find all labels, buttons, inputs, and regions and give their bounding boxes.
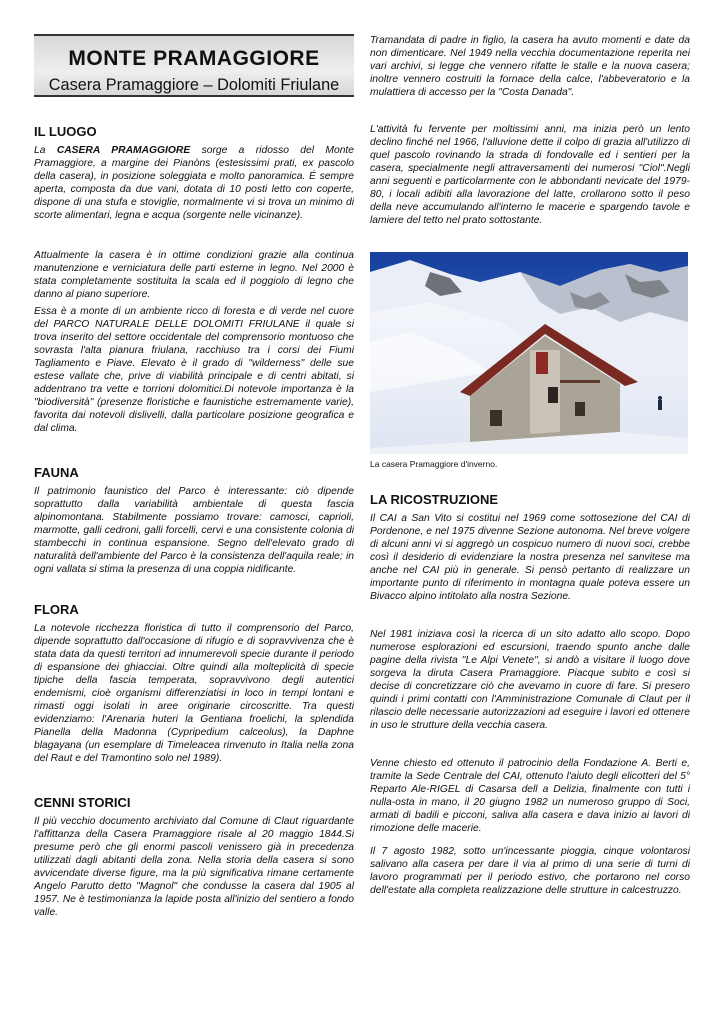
paragraph-ricostruzione-2: Nel 1981 iniziava così la ricerca di un sito adatto allo scopo. Dopo numerose esplorazioni ed escursioni, traendo spunto anche dalle pagine della rivista "Le Alpi Venete", si andò a visitare il luogo dove sorgeva la diruta Casera Pramaggiore. Piacque subito e così si decise di concretizzare ciò che avevamo in cuore di fare. Si presero quindi i primi contatti con l'Amministrazione Comunale di Claut per il rilascio delle necessarie autorizzazioni ad eseguire i lavori ed ottenere in uso le strutture della vecchia casera. bbox=[370, 629, 690, 731]
paragraph-ricostruzione-1: Il CAI a San Vito si costitui nel 1969 come sottosezione del CAI di Pordenone, e nel 1975 divenne Sezione autonoma. Nel breve volgere di alcuni anni vi si aggregò un cospicuo numero di nuovi soci, crebbe così il desiderio di evidenziare la nostra presenza nel sanvitese ma anche nel CAI più in generale. Si pensò pertanto di realizzare un importante punto di riferimento in montagna quale poteva essere un Bivacco alpino intitolato alla nostra Sezione. bbox=[370, 513, 690, 602]
paragraph-luogo-2: Attualmente la casera è in ottime condizioni grazie alla continua manutenzione e verniciatura delle parti esterne in legno. Nel 2000 è stata completamente sostituita la scala ed il poggiolo di legno che danno al piano superiore. bbox=[34, 250, 354, 300]
paragraph-storici-3: L'attività fu fervente per moltissimi anni, ma inizia però un lento declino finché nel 1966, l'alluvione dette il colpo di grazia all'utilizzo di quel pascolo rovinando la strada di fondovalle ed i sentieri per la casera, specialmente negli attraversamenti dei numerosi "Ciol".Negli anni seguenti e particolarmente con le abbondanti nevicate del 1979-80, i locali adibiti alla lavorazione del latte, crollarono sotto il peso della neve accumulando all'interno le macerie e spargendo tavole e lamiere del tetto nel prato sottostante. bbox=[370, 124, 690, 226]
heading-fauna: FAUNA bbox=[34, 465, 79, 480]
photo-casera-winter bbox=[370, 252, 688, 454]
paragraph-luogo-3: Essa è a monte di un ambiente ricco di foresta e di verde nel cuore del PARCO NATURALE DELLE DOLOMITI FRIULANE il quale si trova inserito del settore occidentale del comprensorio montuoso che sovrasta l'alta pianura friulana, racchiuso tra i corsi dei Fiumi Tagliamento e Piave. Elevato è il grado di "wilderness" delle sue estese vallate che, prive di viabilità principale e di centri abitati, si addentrano tra vette e torrioni dolomitici.Di notevole importanza è la "biodiversità" (presenze floristiche e faunistiche estremamente varie), favorita dai notevoli dislivelli, dalla particolare posizione geografica e dal clima. bbox=[34, 306, 354, 434]
heading-il-luogo: IL LUOGO bbox=[34, 124, 97, 139]
paragraph-ricostruzione-3: Venne chiesto ed ottenuto il patrocinio della Fondazione A. Berti e, tramite la Sede Centrale del CAI, ottenuto l'aiuto degli elicotteri del 5° Reparto Ale-RIGEL di Casarsa dell a Delizia, finalmente con tutti i nulla-osta in mano, il 20 giugno 1982 un numeroso gruppo di Soci, armati di badili e picconi, saliva alla casera e dava inizio ai lavori di rimozione delle macerie. bbox=[370, 758, 690, 834]
page-subtitle: Casera Pramaggiore – Dolomiti Friulane bbox=[48, 76, 340, 94]
paragraph-fauna: Il patrimonio faunistico del Parco è interessante: ciò dipende soprattutto dalla variabilità ambientale di questa fascia alpinomontana. Stabilmente possiamo trovare: camosci, caprioli, marmotte, galli cedroni, galli forcelli, cervi e una consistente colonia di stambecchi in continua espansione. Segno dell'elevato grado di naturalità dell'ambiente del Parco è la consistenza dell'aquila reale; in ogni vallata si stima la presenza di una coppia nidificante. bbox=[34, 486, 354, 575]
title-banner bbox=[34, 34, 354, 97]
paragraph-storici-1: Il più vecchio documento archiviato dal Comune di Claut riguardante l'affittanza della Casera Pramaggiore risale al 20 maggio 1844.Si presume però che gli enormi pascoli venissero già in precedenza utilizzati dagli abitanti della zona. Nella storia della casera si sono avvicendate diverse figure, ma la più significativa rimane certamente Angelo Parutto detto "Magnol" che condusse la casera dal 1905 al 1957. Ne è testimonianza la lapide posta all'inizio del sentiero a fondo valle. bbox=[34, 816, 354, 918]
paragraph-luogo-1: La CASERA PRAMAGGIORE sorge a ridosso del Monte Pramaggiore, a margine dei Pianòns (estesissimi prati, ex pascolo della casera), in posizione soleggiata e molto panoramica. É sempre aperta, composta da due vani, dotata di 10 posti letto con coperte, dispone di una stufa e stoviglie, normalmente vi si trova un minimo di scorte alimentari, legna e acqua (sorgente nelle vicinanze). bbox=[34, 145, 355, 221]
casera-name-bold: CASERA PRAMAGGIORE bbox=[56, 145, 191, 156]
paragraph-ricostruzione-4: Il 7 agosto 1982, sotto un'incessante pioggia, cinque volontarosi salivano alla casera per dare il via al primo di una serie di turni di lavoro programmati per il periodo estivo, che portarono nel corso dell'estate alla completa realizzazione delle strutture in calcestruzzo. bbox=[370, 846, 690, 896]
page-title: MONTE PRAMAGGIORE bbox=[68, 47, 320, 70]
paragraph-flora: La notevole ricchezza floristica di tutto il comprensorio del Parco, dipende soprattutto dall'occasione di rifugio e di sopravvivenza che è stata data da questi territori ad innumerevoli specie durante il periodo di espansione dei ghiacciai. Oltre quindi alla molteplicità di specie tipiche della fascia temperata, sopravvivono degli autentici endemismi, cioè organismi differenziatisi in loco in tempi lontani e rimasti oggi isolati in aree originarie circoscritte. Tra questi evidenziamo: l'Arenaria huteri la Gentiana froelichi, la splendida Pianella della Madonna (Cypripedium calceolus), la Daphne blagayana (un esemplare di Timeleacea rinvenuto in Italia nella zona del Raut e del Tramontino solo nel 1989). bbox=[34, 623, 354, 764]
heading-la-ricostruzione: LA RICOSTRUZIONE bbox=[370, 492, 499, 507]
photo-caption: La casera Pramaggiore d'inverno. bbox=[370, 459, 498, 469]
paragraph-storici-2: Tramandata di padre in figlio, la casera ha avuto momenti e date da non dimenticare. Nel 1949 nella vecchia documentazione reperita nei vari archivi, si legge che vennero rifatte le stalle e la nuova casera; inoltre vennero costruiti la fornace della calce, l'abbeveratorio e la mulattiera di accesso per la "Costa Danada". bbox=[370, 35, 690, 98]
heading-cenni-storici: CENNI STORICI bbox=[34, 795, 131, 810]
heading-flora: FLORA bbox=[34, 602, 79, 617]
